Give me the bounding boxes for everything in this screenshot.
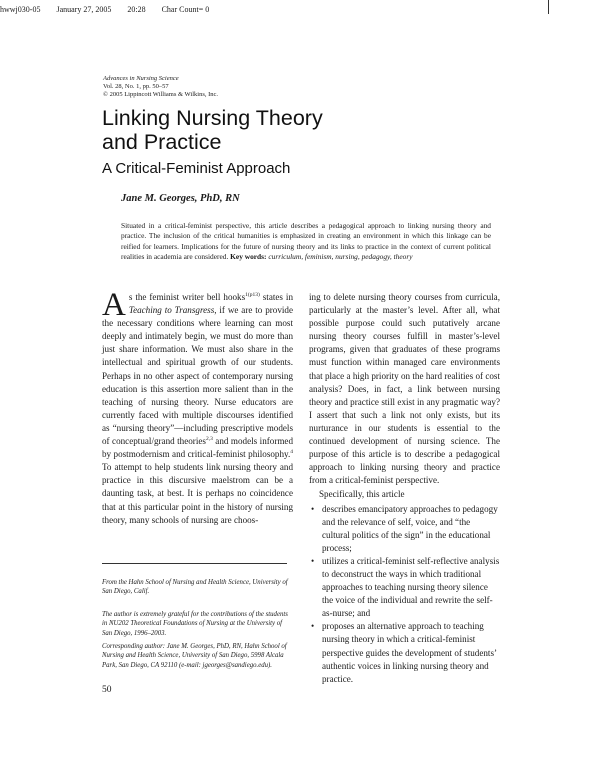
book-title: Teaching to Transgress — [128, 305, 215, 316]
body-text: To attempt to help students link nursing theory and practice in this discursive maelstrom can be a daunting task, at best. It is perhaps no coincidence that at this particular point in the history of nursing theory, many schools of nursing are choos- — [102, 462, 293, 525]
bullet-icon: • — [311, 555, 315, 566]
bullet-list — [309, 503, 500, 686]
citation: 1(p13) — [245, 291, 260, 298]
char-count: Char Count= 0 — [161, 5, 210, 14]
body-text: states in — [259, 292, 293, 302]
bullet-icon: • — [311, 621, 315, 632]
citation: 4 — [290, 449, 293, 456]
footnote-rule — [102, 563, 287, 564]
list-item: • describes emancipatory approaches to pedagogy and the relevance of self, voice, and “the cultural politics of the sign” in the educational process; — [311, 503, 498, 553]
keywords: curriculum, feminism, nursing, pedagogy, theory — [268, 251, 413, 261]
title-line-1: Linking Nursing Theory — [102, 106, 323, 130]
keywords-label: Key words: — [230, 251, 267, 261]
body-text: and models informed by postmodernism and critical-feminist philosophy. — [102, 436, 293, 460]
body-column-2 — [309, 291, 500, 686]
list-item: • utilizes a critical-feminist self-reflective analysis to deconstruct the ways in which traditional approaches to teaching nursing theory silence the voice of the individual and rewrite the self-as-nurse; and — [311, 555, 500, 619]
article-title — [102, 106, 323, 154]
drop-cap: A — [102, 287, 126, 323]
body-text: s the feminist writer bell hooks — [128, 292, 246, 302]
body-column-1 — [102, 287, 293, 527]
correspondence-note: Corresponding author: Jane M. Georges, PhD, RN, Hahn School of Nursing and Health Science, University of San Diego, 5998 Alcala Park, San Diego, CA 92110 (e-mail: jgeorges@sandiego.edu). — [102, 643, 287, 669]
list-intro: Specifically, this article — [319, 489, 405, 500]
crop-mark — [548, 0, 549, 14]
title-line-2: and Practice — [102, 130, 222, 154]
file-id: hwwj030-05 — [0, 5, 41, 14]
journal-name: Advances in Nursing Science — [103, 75, 179, 82]
bullet-icon: • — [311, 503, 315, 514]
list-item: • proposes an alternative approach to teaching nursing theory in which a critical-feminist perspective guides the development of students’ authentic voices in linking nursing theory and practice. — [311, 621, 497, 684]
abstract — [121, 221, 491, 262]
body-text: ing to delete nursing theory courses from curricula, particularly at the master’s level. After all, what possible purpose could such putatively arcane nursing theory courses fulfill in master’s-level programs, given that graduates of these programs must function within managed care environments that place a high priority on the hard realities of cost analysis? Does, in fact, a link between nursing theory and practice still exist in any pragmatic way? I assert that such a link not only exists, but its nurturance in our students is essential to the continued development of nursing science. The purpose of this article is to describe a pedagogical approach to linking nursing theory and practice from a critical-feminist perspective. — [309, 292, 500, 486]
journal-volume: Vol. 28, No. 1, pp. 50–57 — [103, 83, 169, 90]
author-name: Jane M. Georges, PhD, RN — [121, 193, 240, 204]
header-time: 20:28 — [127, 5, 146, 14]
header-date: January 27, 2005 — [56, 5, 112, 14]
page-number: 50 — [102, 685, 112, 695]
journal-copyright: © 2005 Lippincott Williams & Wilkins, Inc. — [103, 91, 219, 98]
abstract-text: Situated in a critical-feminist perspective, this article describes a pedagogical approach to linking nursing theory and practice. The inclusion of the critical humanities is emphasized in creating an environment in which this linkage can be reified for learners. Implications for the future of nursing theory and its links to practice in the context of current political realities in academia are considered. — [121, 221, 491, 261]
acknowledgment-note: The author is extremely grateful for the contributions of the students in NU202 Theoretical Foundations of Nursing at the University of San Diego, 1996–2003. — [102, 611, 288, 637]
journal-info — [103, 75, 218, 99]
body-text: , if we are to provide the necessary conditions where learning can most deeply and intimately begin, we must do more than just share information. We must also share in the intellectual and spiritual growth of our students. Perhaps in no other aspect of contemporary nursing education is this assertion more salient than in the teaching of nursing theory. Nurse educators are currently faced with multiple discourses identified as “nursing theory”—including prescriptive models of conceptual/grand theories — [102, 305, 293, 447]
citation: 2,3 — [205, 436, 213, 442]
running-header — [0, 5, 223, 14]
article-subtitle: A Critical-Feminist Approach — [102, 160, 291, 177]
affiliation-note: From the Hahn School of Nursing and Health Science, University of San Diego, Calif. — [102, 579, 288, 596]
